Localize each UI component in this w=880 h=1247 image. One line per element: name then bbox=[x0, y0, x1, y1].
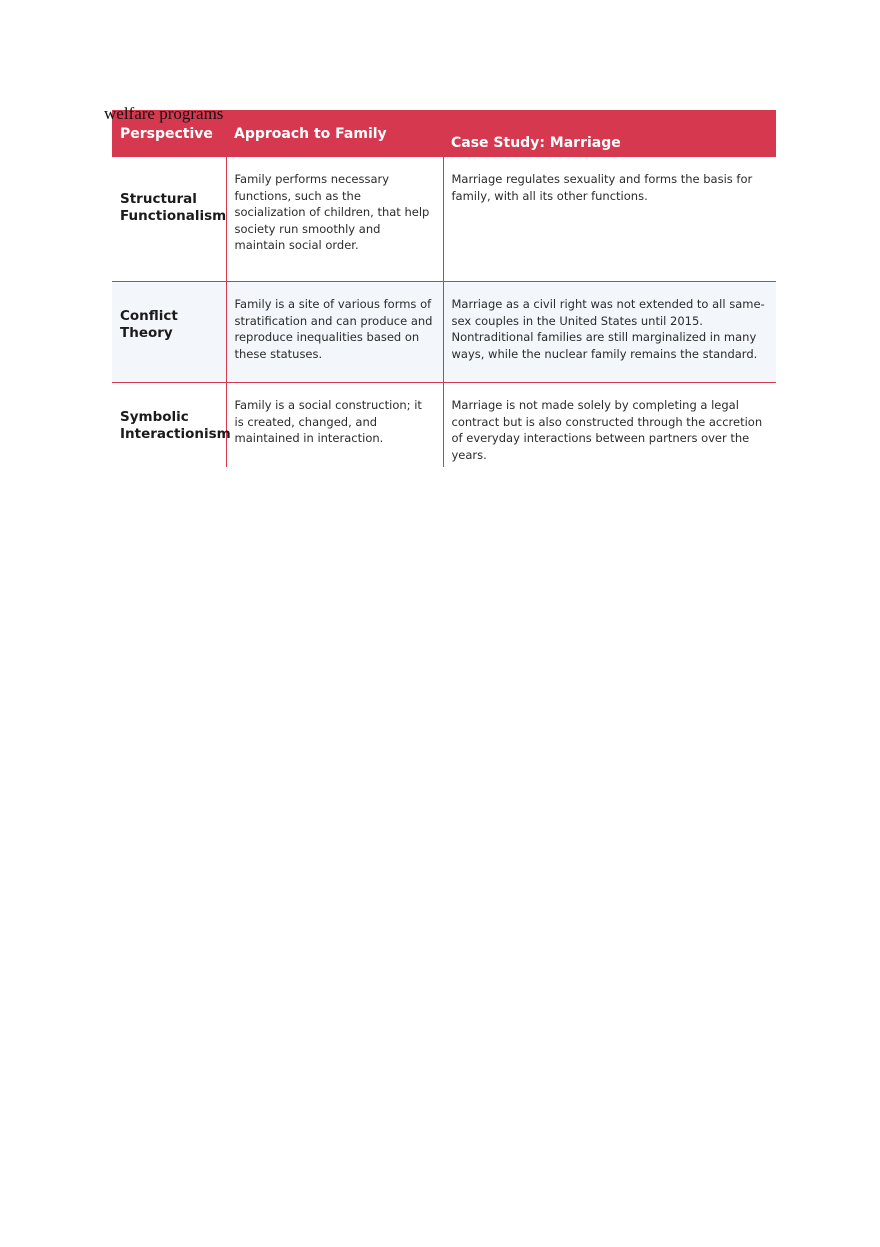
header-perspective: Perspective bbox=[112, 110, 226, 157]
perspective-cell: Structural Functionalism bbox=[120, 191, 227, 224]
perspective-cell: Conflict Theory bbox=[112, 282, 226, 383]
approach-cell: Family is a site of various forms of stratification and can produce and reproduce inequalities based on these statuses. bbox=[226, 282, 443, 383]
case-study-cell: Marriage regulates sexuality and forms the basis for family, with all its other functions. bbox=[443, 157, 776, 282]
header-case-study: Case Study: Marriage bbox=[443, 110, 776, 157]
table-body bbox=[112, 157, 776, 467]
approach-cell: Family performs necessary functions, such as the socialization of children, that help society run smoothly and maintain social order. bbox=[226, 157, 443, 282]
perspectives-table bbox=[112, 110, 776, 467]
approach-cell: Family is a social construction; it is created, changed, and maintained in interaction. bbox=[226, 383, 443, 468]
case-study-cell: Marriage as a civil right was not extended to all same-sex couples in the United States until 2015. Nontraditional families are still marginalized in many ways, while the nuclear family remains the standard. bbox=[443, 282, 776, 383]
stray-text-fragment: welfare programs bbox=[104, 104, 224, 123]
table-row bbox=[112, 383, 776, 468]
table-row bbox=[112, 157, 776, 282]
case-study-cell: Marriage is not made solely by completing a legal contract but is also constructed through the accretion of everyday interactions between partners over the years. bbox=[443, 383, 776, 468]
perspective-cell: Symbolic Interactionism bbox=[112, 383, 226, 468]
table-row bbox=[112, 282, 776, 383]
header-approach: Approach to Family bbox=[226, 110, 443, 157]
